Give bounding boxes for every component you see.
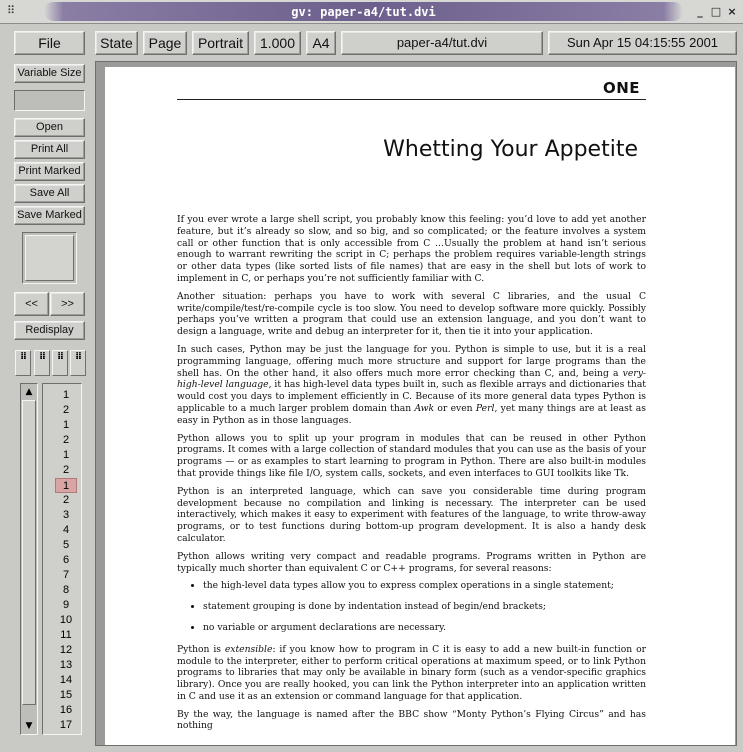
save-marked-button[interactable]: Save Marked (14, 206, 85, 225)
print-all-button[interactable]: Print All (14, 140, 85, 159)
filename-label: paper-a4/tut.dvi (341, 31, 543, 55)
zoom-button[interactable]: 1.000 (254, 31, 301, 55)
page-list-item[interactable]: 5 (62, 539, 70, 551)
orientation-button[interactable]: Portrait (192, 31, 249, 55)
paragraph: If you ever wrote a large shell script, you probably know this feeling: you’d love to add yet another feature, but it’s already so slow, and so big, and so complicated; or the feature involves a system call or other function that is only accessible from C …Usually the problem at hand isn’t serious enough to warrant rewriting the script in C; perhaps the problem requires variable-length strings or other data types (like sorted lists of file names) that are easy in the shell but lots of work to implement in C, or perhaps you’re not sufficiently familiar with C. (177, 214, 646, 284)
paragraph: Python is an interpreted language, which can save you considerable time during program development because no compilation and linking is necessary. The interpreter can be used interactively, which makes it easy to experiment with features of the language, to write throw-away programs, or to test functions during bottom-up program development. It is also a handy desk calculator. (177, 485, 646, 544)
panner-slider[interactable] (25, 235, 74, 281)
chapter-rule (177, 99, 646, 100)
save-all-button[interactable]: Save All (14, 184, 85, 203)
page-list-item[interactable]: 14 (59, 674, 73, 686)
scroll-down-icon[interactable]: ▼ (25, 721, 33, 731)
mark-current-page-icon[interactable]: ⁞⁞ (52, 350, 68, 376)
page-list-item[interactable]: 1 (55, 478, 77, 493)
page-list-item[interactable]: 3 (62, 509, 70, 521)
page-list-item[interactable]: 1 (62, 449, 70, 461)
variable-size-button[interactable]: Variable Size (14, 64, 85, 83)
print-marked-button[interactable]: Print Marked (14, 162, 85, 181)
open-button[interactable]: Open (14, 118, 85, 137)
page-list-item[interactable]: 7 (62, 569, 70, 581)
page-list-item[interactable]: 9 (62, 599, 70, 611)
page-list-item[interactable]: 15 (59, 689, 73, 701)
page-list-item[interactable]: 6 (62, 554, 70, 566)
page-list-item[interactable]: 16 (59, 704, 73, 716)
page-list-item[interactable]: 11 (60, 629, 72, 641)
page-list-item[interactable]: 2 (62, 434, 70, 446)
window-title: gv: paper-a4/tut.dvi (291, 5, 436, 19)
page-list[interactable] (42, 383, 82, 735)
document-viewport[interactable] (95, 61, 737, 746)
title-bar[interactable] (0, 0, 743, 24)
date-label: Sun Apr 15 04:15:55 2001 (548, 31, 737, 55)
page-list-item[interactable]: 17 (59, 719, 73, 731)
state-menu-button[interactable]: State (95, 31, 138, 55)
scroll-up-icon[interactable]: ▲ (25, 387, 33, 397)
list-item: • the high-level data types allow you to express complex operations in a single statement; (203, 580, 646, 592)
unmark-pages-icon[interactable]: ⁞⁞ (70, 350, 86, 376)
chapter-title: Whetting Your Appetite (383, 137, 638, 162)
paper-size-button[interactable]: A4 (306, 31, 336, 55)
paragraph: Python allows writing very compact and readable programs. Programs written in Python are typically much shorter than equivalent C or C++ programs, for several reasons: (177, 550, 646, 574)
page-list-item[interactable]: 4 (62, 524, 70, 536)
page-menu-button[interactable]: Page (143, 31, 187, 55)
page-list-item[interactable]: 8 (62, 584, 70, 596)
document-page (105, 67, 735, 746)
chapter-label: ONE (602, 79, 640, 97)
paragraph: In such cases, Python may be just the language for you. Python is simple to use, but it is a real programming language, offering much more structure and support for large programs than the shell has. On the other hand, it also offers much more error checking than C, and, being a very-high-level language, it has high-level data types built in, such as flexible arrays and dictionaries that would cost you days to implement efficiently in C. Because of its more general data types Python is applicable to a much larger problem domain than Awk or even Perl, yet many things are at least as easy in Python as in those languages. (177, 343, 646, 426)
page-list-item[interactable]: 1 (62, 389, 70, 401)
redisplay-button[interactable]: Redisplay (14, 321, 85, 340)
status-field (14, 90, 85, 111)
page-list-scrollbar[interactable] (20, 383, 38, 735)
window-menu-icon[interactable]: ⠿ (6, 4, 16, 17)
bullet-list (177, 580, 646, 633)
mark-odd-pages-icon[interactable]: ⁞⁞ (15, 350, 31, 376)
title-gradient (44, 2, 683, 21)
paragraph: Another situation: perhaps you have to work with several C libraries, and the usual C write/compile/test/re-compile cycle is too slow. You need to develop software more quickly. Possibly perhaps you’ve written a program that could use an extension language, and you don’t want to design a language, write and debug an interpreter for it, then tie it into your application. (177, 290, 646, 338)
page-list-item[interactable]: 2 (62, 404, 70, 416)
body-text (177, 214, 646, 738)
close-icon[interactable]: × (727, 5, 737, 18)
scroll-thumb[interactable] (22, 400, 36, 705)
minimize-icon[interactable]: _ (697, 5, 703, 18)
page-list-item[interactable]: 2 (62, 464, 70, 476)
maximize-icon[interactable]: □ (710, 5, 722, 18)
file-menu-button[interactable]: File (14, 31, 85, 55)
prev-page-button[interactable]: << (14, 292, 49, 316)
page-list-item[interactable]: 12 (59, 644, 73, 656)
next-page-button[interactable]: >> (50, 292, 85, 316)
page-list-item[interactable]: 2 (62, 494, 70, 506)
list-item: • statement grouping is done by indentation instead of begin/end brackets; (203, 601, 646, 613)
paragraph: By the way, the language is named after the BBC show “Monty Python’s Flying Circus” and has nothing (177, 708, 646, 732)
paragraph: Python is extensible: if you know how to program in C it is easy to add a new built-in function or module to the interpreter, either to perform critical operations at maximum speed, or to link Python programs to libraries that may only be available in binary form (such as a vendor-specific graphics library). Once you are really hooked, you can link the Python interpreter into an application written in C and use it as an extension or command language for that application. (177, 643, 646, 702)
page-list-item[interactable]: 13 (59, 659, 73, 671)
mark-even-pages-icon[interactable]: ⁞⁞ (34, 350, 50, 376)
list-item: • no variable or argument declarations are necessary. (203, 622, 646, 634)
paragraph: Python allows you to split up your program in modules that can be reused in other Python programs. It comes with a large collection of standard modules that you can use as the basis of your programs — or as examples to start learning to program in Python. There are also built-in modules that provide things like file I/O, system calls, sockets, and even interfaces to GUI toolkits like Tk. (177, 432, 647, 479)
page-list-item[interactable]: 1 (62, 419, 70, 431)
page-list-item[interactable]: 10 (59, 614, 73, 626)
panner[interactable] (22, 232, 77, 284)
